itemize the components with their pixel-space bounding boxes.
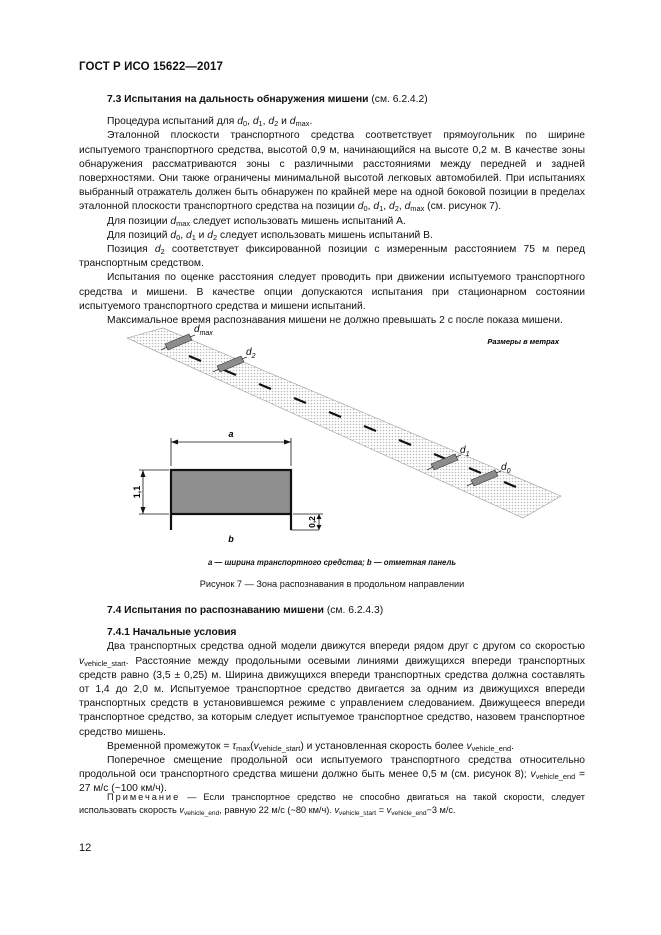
paragraph-procedure: Процедура испытаний для $d_0$, $d_1$, $d_2$ и $d_{max}$. (107, 116, 313, 129)
note-label: Примечание (107, 792, 181, 802)
paragraph-max-time: Максимальное время распознавания мишени не должно превышать 2 с после показа мишени. (107, 315, 563, 327)
reference-plane-section (132, 429, 323, 544)
paragraph-target-b: Для позиций $d_0$, $d_1$ и $d_2$ следует использовать мишень испытаний B. (107, 229, 433, 242)
label-d2: $d_2$ (246, 347, 256, 360)
section-7-3-heading: 7.3 Испытания на дальность обнаружения мишени (см. 6.2.4.2) (107, 94, 428, 105)
paragraph-target-a: Для позиции $d_{max}$ следует использовать мишень испытаний A. (107, 215, 406, 228)
paragraph-lateral-offset: Поперечное смещение продольной оси испытуемого транспортного средства относительно продольной оси транспортного средства мишени должно быть менее 0,5 м (см. рисунок 8); $v_{vehicle\_end} = 27$ м/с (~100 км/ч). (79, 755, 585, 795)
figure-caption: Рисунок 7 — Зона распознавания в продольном направлении (199, 579, 465, 589)
section-7-4-heading: 7.4 Испытания по распознаванию мишени (см. 6.2.4.3) (107, 605, 384, 616)
dimension-height: 1,1 (132, 485, 142, 499)
subsection-7-4-1-heading: 7.4.1 Начальные условия (107, 627, 237, 639)
paragraph-time-gap: Временной промежуток = $\tau_{max}(v_{vehicle\_start})$ и установленная скорость более $v_{vehicle\_end}$. (107, 740, 514, 753)
note: Примечание — Если транспортное средство не способно двигаться на такой скорости, следует использовать скорость $v_{vehicle\_end}$, равную 22 м/с (~80 км/ч). $v_{vehicle\_start} = v_{vehicle\_end}-3$ м/с. (79, 792, 585, 817)
paragraph-d2-position: Позиция $d_2$ соответствует фиксированной позиции с измеренным расстоянием 75 м перед транспортным средством. (79, 244, 585, 270)
units-note: Размеры в метрах (487, 337, 559, 346)
paragraph-reference-plane: Эталонной плоскости транспортного средства соответствует прямоугольник по ширине испытуемого транспортного средства, высотой 0,9 м, начинающийся на высоте 0,2 м. В качестве зоны обнаружения рассматриваются зоны с различными расстояниями между передней и задней поверхностями. Они также ограничены минимальной высотой легковых автомобилей. При испытаниях выбранный отражатель должен быть обнаружен по крайней мере на одной боковой позиции в пределах эталонной плоскости транспортного средства на позиции $d_0$, $d_1$, $d_2$, $d_{max}$ (см. рисунок 7). (79, 130, 585, 214)
target-panel (171, 470, 291, 514)
figure-7 (79, 318, 585, 598)
label-b: b (228, 534, 234, 544)
paragraph-distance-tests: Испытания по оценке расстояния следует проводить при движении испытуемого транспортного средства и мишени. В качестве опции допускаются испытания при стационарном состоянии испытуемого транспортного средства и мишени испытаний. (79, 272, 585, 312)
label-d0: $d_0$ (501, 462, 511, 475)
label-a: a (228, 429, 234, 439)
label-dmax: $d_{max}$ (194, 324, 213, 337)
figure-key: a — ширина транспортного средства; b — отметная панель (208, 558, 456, 567)
figure-7-diagram (79, 318, 585, 558)
document-code-header: ГОСТ Р ИСО 15622—2017 (79, 61, 224, 73)
label-d1: $d_1$ (460, 445, 470, 458)
paragraph-initial-conditions: Два транспортных средства одной модели движутся впереди рядом друг с другом со скоростью $v_{vehicle\_start}$. Расстояние между продольными осевыми линиями движущихся впереди транспортных средств равно (3,5 ± 0,25) м. Ширина движущихся впереди транспортных средства должна составлять от 1,4 до 2,0 м. Испытуемое транспортное средство двигается за одним из движущихся впереди транспортных средств в установившемся режиме с управлением следованием. Движущееся впереди транспортное средство, за которым следует испытуемое транспортное средство, назовем транспортное средство мишень. (79, 641, 585, 738)
section-7-3 (79, 93, 585, 328)
section-7-4 (79, 604, 585, 797)
dimension-ground: 0,2 (307, 516, 317, 528)
page-number: 12 (79, 842, 92, 854)
